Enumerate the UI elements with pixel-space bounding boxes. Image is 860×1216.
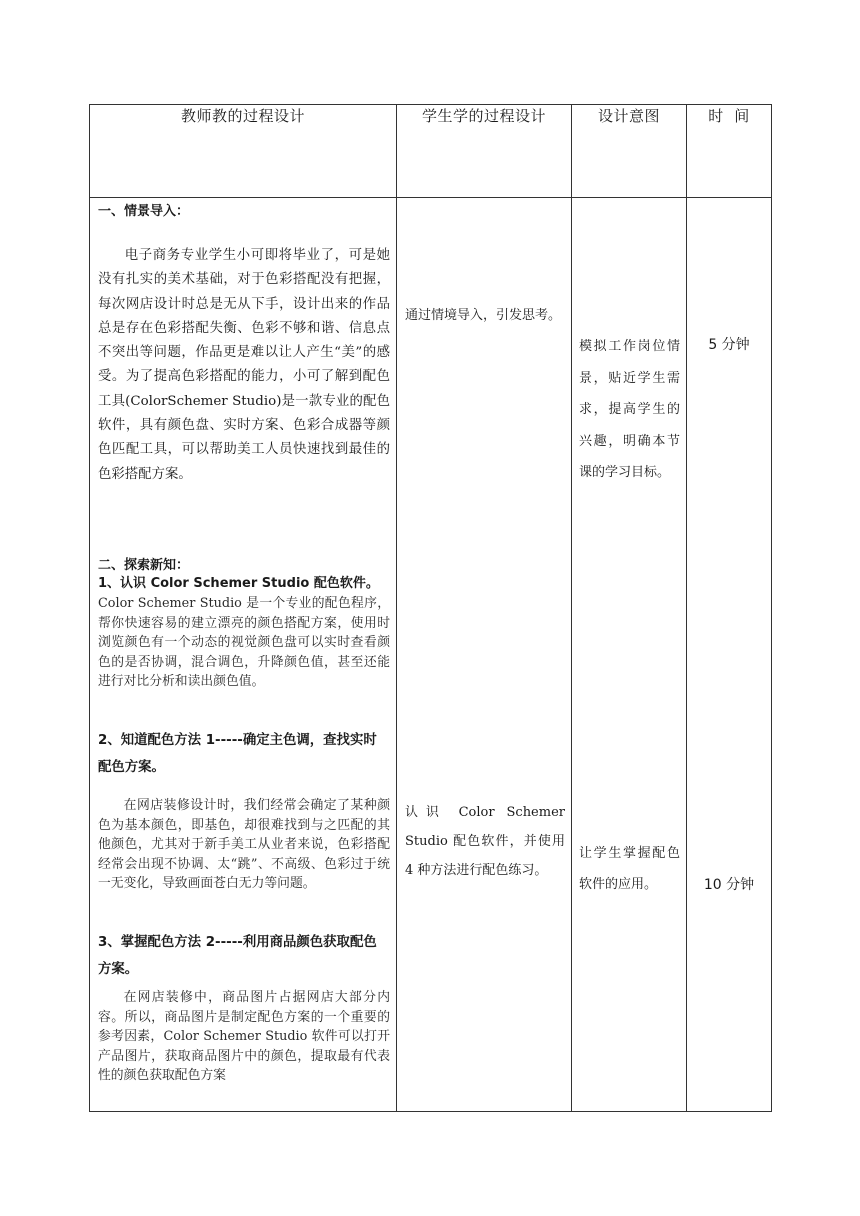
teacher-cell	[90, 198, 397, 1112]
time-text-1: 5 分钟	[708, 337, 750, 353]
section2-heading: 二、探索新知：	[98, 558, 190, 573]
lesson-plan-table	[89, 104, 772, 1112]
intent-cell	[572, 198, 687, 1112]
item2-paragraph: 在网店装修设计时，我们经常会确定了某种颜色为基本颜色，即基色，却很难找到与之匹配的其他颜色，尤其对于新手美工从业者来说，色彩搭配经常会出现不协调、太“跳”、不高级、色彩过于统一无变化，导致画面苍白无力等问题。	[98, 798, 390, 891]
section1-paragraph: 电子商务专业学生小可即将毕业了，可是她没有扎实的美术基础，对于色彩搭配没有把握，每次网店设计时总是无从下手，设计出来的作品总是存在色彩搭配失衡、色彩不够和谐、信息点不突出等问题，作品更是难以让人产生“美”的感受。为了提高色彩搭配的能力，小可了解到配色工具(ColorSchemer Studio)是一款专业的配色软件，具有颜色盘、实时方案、色彩合成器等颜色匹配工具，可以帮助美工人员快速找到最佳的色彩搭配方案。	[98, 248, 390, 482]
student-text-2: 认识 Color Schemer Studio 配色软件，并使用 4 种方法进行配色练习。	[405, 805, 565, 878]
item3-paragraph: 在网店装修中，商品图片占据网店大部分内容。所以，商品图片是制定配色方案的一个重要的参考因素，Color Schemer Studio 软件可以打开产品图片，获取商品图片中的颜色，提取最有代表性的颜色获取配色方案	[98, 990, 390, 1083]
section1-heading: 一、情景导入：	[98, 204, 190, 219]
header-time: 时 间	[687, 105, 772, 198]
table-row	[90, 198, 772, 1112]
header-intent: 设计意图	[572, 105, 687, 198]
header-student: 学生学的过程设计	[397, 105, 572, 198]
intent-text-2: 让学生掌握配色软件的应用。	[579, 846, 680, 892]
item1-paragraph: Color Schemer Studio 是一个专业的配色程序，帮你快速容易的建立漂亮的颜色搭配方案，使用时浏览颜色有一个动态的视觉颜色盘可以实时查看颜色的是否协调，混合调色，升降颜色值，甚至还能进行对比分析和读出颜色值。	[98, 596, 390, 689]
item1-heading: 1、认识 Color Schemer Studio 配色软件。	[98, 576, 379, 591]
item2-heading: 2、知道配色方法 1-----确定主色调，查找实时配色方案。	[98, 733, 377, 775]
time-text-2: 10 分钟	[703, 877, 755, 893]
student-text-1: 通过情境导入，引发思考。	[405, 308, 562, 323]
student-cell	[397, 198, 572, 1112]
intent-text-1: 模拟工作岗位情景，贴近学生需求，提高学生的兴趣，明确本节课的学习目标。	[579, 339, 680, 480]
time-cell	[687, 198, 772, 1112]
item3-heading: 3、掌握配色方法 2-----利用商品颜色获取配色方案。	[98, 935, 377, 977]
table-header-row	[90, 105, 772, 198]
header-teacher: 教师教的过程设计	[90, 105, 397, 198]
